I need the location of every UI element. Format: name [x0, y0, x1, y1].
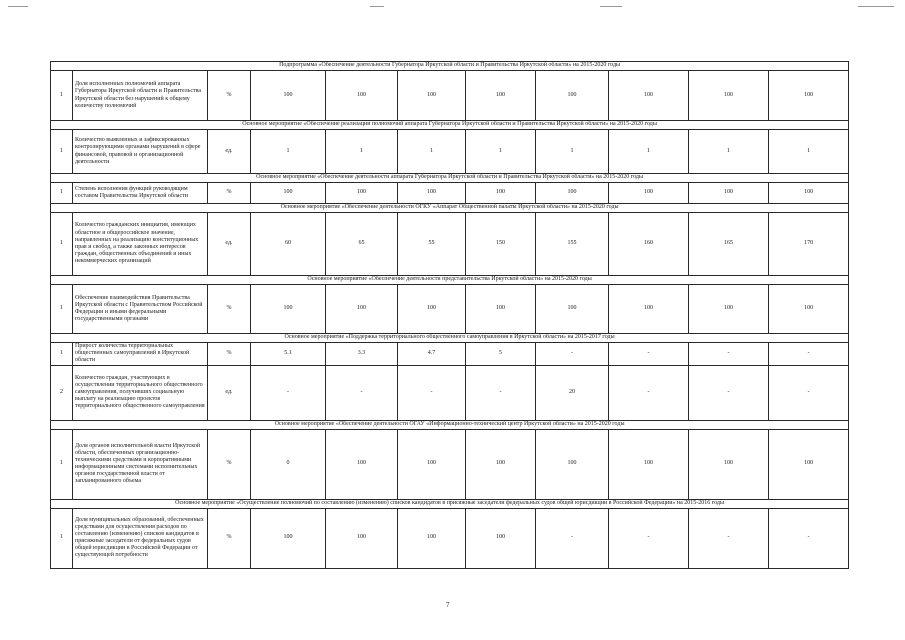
- section-title: Основное мероприятие «Обеспечение деятельности аппарата Губернатора Иркутской области и Правительства Иркутской области» на 2015-2020 годы: [51, 174, 849, 183]
- indicator-value: 100: [769, 183, 849, 204]
- indicator-name: Доля органов исполнительной власти Иркутской области, обеспеченных организационно-техническими средствами и корпоративными информационными системами исполнительных органов государственной власти от запланированного объема: [73, 429, 208, 499]
- unit-of-measure: %: [208, 343, 251, 366]
- indicator-value: 155: [536, 213, 609, 276]
- indicator-value: 100: [536, 183, 609, 204]
- indicator-value: 100: [326, 71, 398, 121]
- unit-of-measure: %: [208, 71, 251, 121]
- section-title: Основное мероприятие «Поддержка территориального общественного самоуправления в Иркутской области» на 2015-2017 годы: [51, 334, 849, 343]
- scan-artifact: [858, 6, 894, 7]
- row-number: 2: [51, 365, 73, 420]
- indicator-value: -: [689, 343, 769, 366]
- section-row: [51, 420, 849, 429]
- indicator-name: Количество граждан, участвующих в осуществлении территориального общественного самоуправления, получивших социальную выплату на реализацию проектов территориального общественного самоуправления: [73, 365, 208, 420]
- indicator-name: Доля муниципальных образований, обеспеченных средствами для осуществления расходов по составлению (изменению) списков кандидатов в присяжные заседатели от федеральных судов общей юрисдикции в Российской Федерации от существующей потребности: [73, 508, 208, 568]
- indicator-value: 1: [769, 130, 849, 174]
- section-row: [51, 204, 849, 213]
- indicator-value: 165: [689, 213, 769, 276]
- indicator-value: 5.1: [251, 343, 326, 366]
- indicator-value: 100: [326, 285, 398, 334]
- section-title: Подпрограмма «Обеспечение деятельности Губернатора Иркутской области и Правительства Иркутской области» на 2015-2020 годы: [51, 62, 849, 71]
- indicator-value: -: [689, 365, 769, 420]
- scan-artifact: [8, 6, 28, 7]
- indicator-row: [51, 71, 849, 121]
- indicator-value: -: [466, 365, 536, 420]
- indicator-name: Прирост количества территориальных общественных самоуправлений в Иркутской области: [73, 343, 208, 366]
- section-row: [51, 499, 849, 508]
- indicator-value: 100: [609, 71, 689, 121]
- indicator-value: -: [609, 343, 689, 366]
- indicator-value: 4.7: [398, 343, 466, 366]
- row-number: 1: [51, 130, 73, 174]
- indicator-value: 100: [326, 183, 398, 204]
- indicator-value: 100: [251, 285, 326, 334]
- indicator-name: Доля исполненных полномочий аппарата Губернатора Иркутской области и Правительства Иркутской области без нарушений к общему количеству полномочий: [73, 71, 208, 121]
- indicator-value: 55: [398, 213, 466, 276]
- indicator-value: 0: [251, 429, 326, 499]
- section-row: [51, 334, 849, 343]
- indicator-value: 100: [689, 183, 769, 204]
- indicator-value: 100: [251, 508, 326, 568]
- indicator-row: [51, 343, 849, 366]
- section-title: Основное мероприятие «Осуществление полномочий по составлению (изменению) списков кандидатов в присяжные заседатели федеральных судов общей юрисдикции в Российской Федерации» на 2015-2016 годы: [51, 499, 849, 508]
- indicator-value: 100: [689, 285, 769, 334]
- indicator-value: -: [769, 365, 849, 420]
- indicator-row: [51, 365, 849, 420]
- indicator-value: 1: [689, 130, 769, 174]
- indicator-value: 100: [251, 183, 326, 204]
- section-title: Основное мероприятие «Обеспечение реализации полномочий аппарата Губернатора Иркутской области и Правительства Иркутской области» на 2015-2020 годы: [51, 121, 849, 130]
- page-number: 7: [446, 601, 450, 609]
- section-title: Основное мероприятие «Обеспечение деятельности ОГАУ «Информационно-технический центр Иркутской области» на 2015-2020 годы: [51, 420, 849, 429]
- section-row: [51, 121, 849, 130]
- indicator-value: 20: [536, 365, 609, 420]
- scan-artifact: [600, 6, 622, 7]
- indicator-value: 1: [609, 130, 689, 174]
- indicator-row: [51, 429, 849, 499]
- indicator-value: 100: [609, 285, 689, 334]
- indicator-row: [51, 130, 849, 174]
- indicator-value: 100: [536, 429, 609, 499]
- indicator-value: 60: [251, 213, 326, 276]
- indicator-value: 100: [398, 183, 466, 204]
- indicator-name: Количество гражданских инициатив, имеющих областное и общероссийское значение, направленных на реализацию конституционных прав и свобод, а также законных интересов граждан, общественных объединений и иных некоммерческих организаций: [73, 213, 208, 276]
- unit-of-measure: %: [208, 429, 251, 499]
- indicator-value: 100: [769, 285, 849, 334]
- indicator-value: 100: [251, 71, 326, 121]
- indicator-value: -: [536, 343, 609, 366]
- indicator-row: [51, 213, 849, 276]
- unit-of-measure: ед.: [208, 365, 251, 420]
- indicator-value: 100: [769, 71, 849, 121]
- indicator-value: 100: [466, 429, 536, 499]
- section-row: [51, 276, 849, 285]
- indicator-value: 100: [398, 429, 466, 499]
- indicator-value: 100: [466, 508, 536, 568]
- indicator-row: [51, 285, 849, 334]
- indicator-name: Обеспечение взаимодействия Правительства Иркутской области с Правительством Российской Федерации и иными федеральными государственными органами: [73, 285, 208, 334]
- indicator-row: [51, 183, 849, 204]
- section-row: [51, 62, 849, 71]
- section-title: Основное мероприятие «Обеспечение деятельности представительства Иркутской области» на 2015-2020 годы: [51, 276, 849, 285]
- indicator-value: 1: [251, 130, 326, 174]
- indicator-value: 170: [769, 213, 849, 276]
- indicator-value: 100: [609, 183, 689, 204]
- section-row: [51, 174, 849, 183]
- indicator-value: 100: [769, 429, 849, 499]
- indicator-value: 5: [466, 343, 536, 366]
- indicator-value: 100: [398, 285, 466, 334]
- indicator-value: -: [769, 508, 849, 568]
- row-number: 1: [51, 285, 73, 334]
- indicator-value: 100: [466, 183, 536, 204]
- indicator-value: 100: [398, 71, 466, 121]
- indicator-table: [50, 61, 849, 569]
- row-number: 1: [51, 429, 73, 499]
- indicator-value: 1: [326, 130, 398, 174]
- row-number: 1: [51, 508, 73, 568]
- indicator-value: 3.3: [326, 343, 398, 366]
- indicator-name: Степень исполнения функций руководящим составом Правительства Иркутской области: [73, 183, 208, 204]
- indicator-value: -: [326, 365, 398, 420]
- unit-of-measure: ед.: [208, 130, 251, 174]
- indicator-value: 1: [398, 130, 466, 174]
- indicator-value: 1: [466, 130, 536, 174]
- indicator-value: 100: [326, 508, 398, 568]
- indicator-value: -: [251, 365, 326, 420]
- indicator-value: 100: [536, 71, 609, 121]
- row-number: 1: [51, 343, 73, 366]
- indicator-value: -: [609, 508, 689, 568]
- unit-of-measure: %: [208, 285, 251, 334]
- section-title: Основное мероприятие «Обеспечение деятельности ОГКУ «Аппарат Общественной палаты Иркутской области» на 2015-2020 годы: [51, 204, 849, 213]
- row-number: 1: [51, 213, 73, 276]
- indicator-row: [51, 508, 849, 568]
- indicator-value: -: [769, 343, 849, 366]
- indicator-value: 100: [466, 71, 536, 121]
- indicator-value: 100: [689, 71, 769, 121]
- unit-of-measure: %: [208, 183, 251, 204]
- indicator-value: -: [689, 508, 769, 568]
- indicator-value: 100: [326, 429, 398, 499]
- indicator-value: -: [536, 508, 609, 568]
- unit-of-measure: ед.: [208, 213, 251, 276]
- indicator-value: -: [398, 365, 466, 420]
- indicator-value: 100: [398, 508, 466, 568]
- scan-artifact: [370, 6, 384, 7]
- indicator-value: 150: [466, 213, 536, 276]
- indicator-value: -: [609, 365, 689, 420]
- indicator-value: 100: [536, 285, 609, 334]
- unit-of-measure: %: [208, 508, 251, 568]
- indicator-value: 160: [609, 213, 689, 276]
- indicator-name: Количество выявленных и зафиксированных контролирующими органами нарушений в сфере финансовой, правовой и организационной деятельности: [73, 130, 208, 174]
- row-number: 1: [51, 183, 73, 204]
- indicator-value: 1: [536, 130, 609, 174]
- indicator-value: 100: [609, 429, 689, 499]
- row-number: 1: [51, 71, 73, 121]
- indicator-value: 65: [326, 213, 398, 276]
- indicator-value: 100: [466, 285, 536, 334]
- indicator-value: 100: [689, 429, 769, 499]
